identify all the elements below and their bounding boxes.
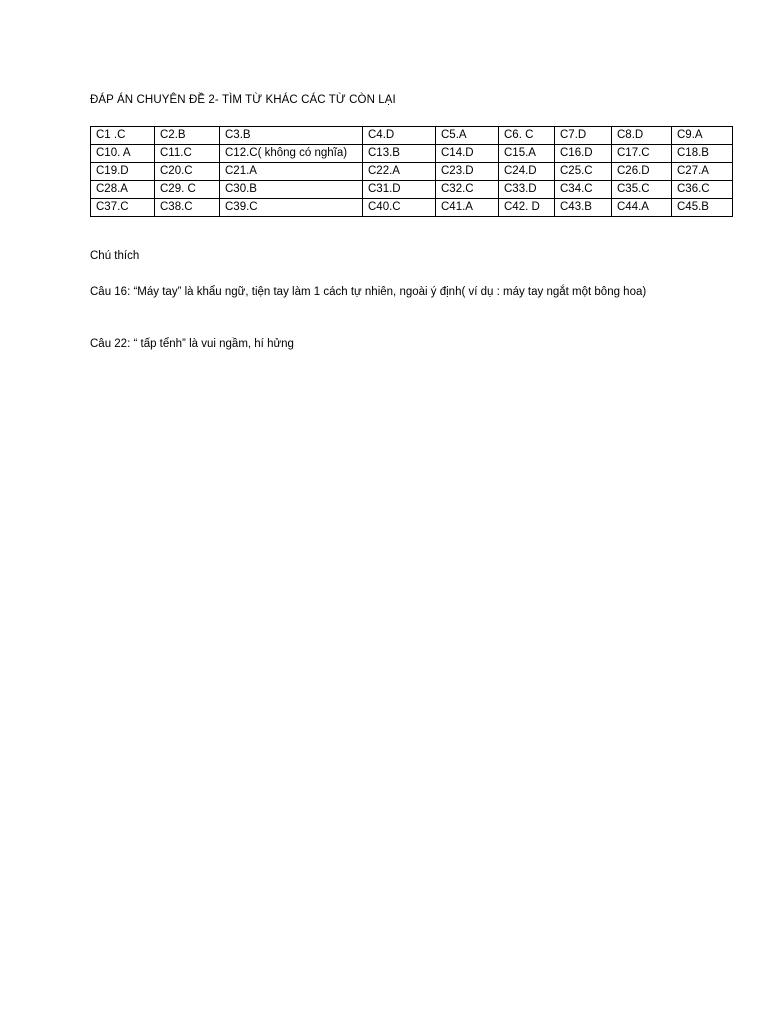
table-cell: C37.C (91, 199, 155, 217)
table-cell: C21.A (220, 163, 363, 181)
table-cell: C6. C (499, 127, 555, 145)
table-cell: C20.C (155, 163, 220, 181)
table-cell: C36.C (672, 181, 733, 199)
table-row (91, 127, 733, 145)
table-cell: C22.A (363, 163, 436, 181)
table-cell: C30.B (220, 181, 363, 199)
table-cell: C25.C (555, 163, 612, 181)
table-cell: C13.B (363, 145, 436, 163)
table-cell: C33.D (499, 181, 555, 199)
table-row (91, 163, 733, 181)
table-cell: C14.D (436, 145, 499, 163)
table-cell: C10. A (91, 145, 155, 163)
table-cell: C23.D (436, 163, 499, 181)
table-cell: C39.C (220, 199, 363, 217)
answer-table (90, 126, 733, 217)
table-cell: C45.B (672, 199, 733, 217)
table-cell: C29. C (155, 181, 220, 199)
table-cell: C17.C (612, 145, 672, 163)
table-row (91, 181, 733, 199)
note-paragraph: Câu 22: “ tấp tểnh” là vui ngầm, hí hửng (90, 338, 294, 350)
table-cell: C41.A (436, 199, 499, 217)
table-cell: C26.D (612, 163, 672, 181)
table-cell: C34.C (555, 181, 612, 199)
table-cell: C35.C (612, 181, 672, 199)
table-cell: C38.C (155, 199, 220, 217)
table-cell: C5.A (436, 127, 499, 145)
table-row (91, 145, 733, 163)
table-cell: C43.B (555, 199, 612, 217)
table-cell: C31.D (363, 181, 436, 199)
table-cell: C32.C (436, 181, 499, 199)
table-cell: C27.A (672, 163, 733, 181)
notes-heading: Chú thích (90, 250, 140, 262)
table-cell: C40.C (363, 199, 436, 217)
table-cell: C9.A (672, 127, 733, 145)
table-cell: C2.B (155, 127, 220, 145)
table-cell: C1 .C (91, 127, 155, 145)
table-cell: C44.A (612, 199, 672, 217)
document-title: ĐÁP ÁN CHUYÊN ĐỀ 2- TÌM TỪ KHÁC CÁC TỪ CÒN LẠI (90, 94, 396, 106)
table-cell: C19.D (91, 163, 155, 181)
table-cell: C24.D (499, 163, 555, 181)
table-cell: C42. D (499, 199, 555, 217)
answer-table-body (91, 127, 733, 217)
note-paragraph: Câu 16: “Máy tay” là khẩu ngữ, tiện tay làm 1 cách tự nhiên, ngoài ý định( ví dụ : máy tay ngắt một bông hoa) (90, 286, 647, 298)
table-row (91, 199, 733, 217)
table-cell: C16.D (555, 145, 612, 163)
table-cell: C3.B (220, 127, 363, 145)
table-cell: C7.D (555, 127, 612, 145)
table-cell: C4.D (363, 127, 436, 145)
table-cell: C11.C (155, 145, 220, 163)
table-cell: C12.C( không có nghĩa) (220, 145, 363, 163)
table-cell: C18.B (672, 145, 733, 163)
table-cell: C15.A (499, 145, 555, 163)
table-cell: C8.D (612, 127, 672, 145)
table-cell: C28.A (91, 181, 155, 199)
